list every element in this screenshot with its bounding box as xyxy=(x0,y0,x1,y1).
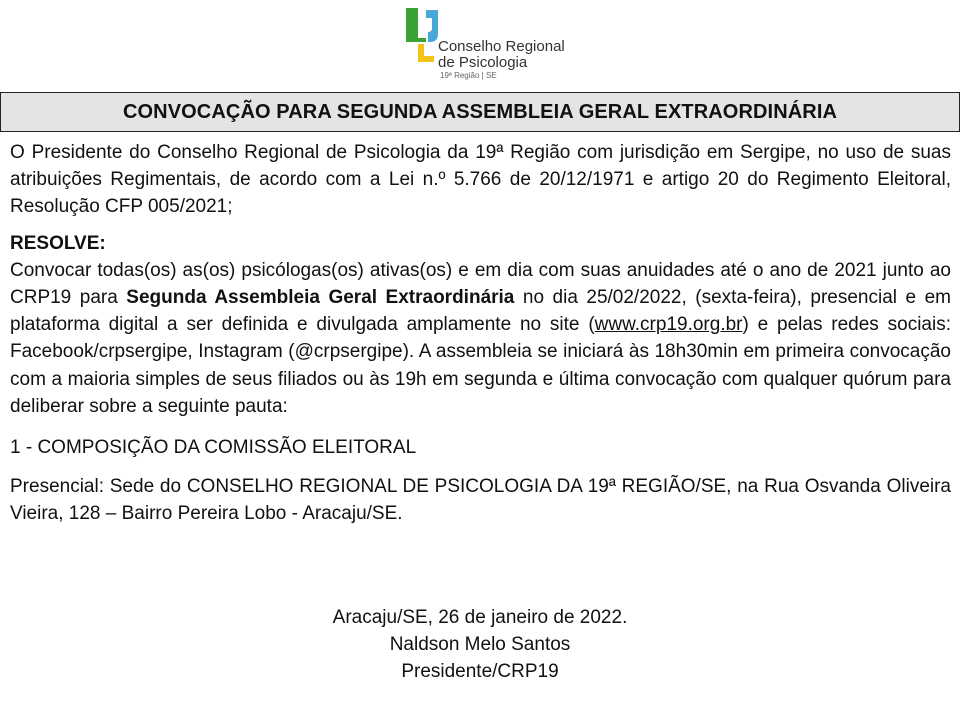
intro-paragraph: O Presidente do Conselho Regional de Psicologia da 19ª Região com jurisdição em Sergipe, no uso de suas atribuições Regimentais, de acordo com a Lei n.º 5.766 de 20/12/1971 e artigo 20 do Regimento Eleitoral, Resolução CFP 005/2021; xyxy=(10,142,951,218)
document-body xyxy=(10,139,951,528)
org-name-line1: Conselho Regional xyxy=(438,38,565,55)
presencial-paragraph: Presencial: Sede do CONSELHO REGIONAL DE PSICOLOGIA DA 19ª REGIÃO/SE, na Rua Osvanda Oliveira Vieira, 128 – Bairro Pereira Lobo - Aracaju/SE. xyxy=(10,476,951,525)
document-title: CONVOCAÇÃO PARA SEGUNDA ASSEMBLEIA GERAL EXTRAORDINÁRIA xyxy=(122,100,838,123)
agenda-item: 1 - COMPOSIÇÃO DA COMISSÃO ELEITORAL xyxy=(10,437,417,459)
resolve-text-c: ) e pelas redes sociais: Facebook/crpsergipe, Instagram (@crpsergipe). A assembleia se iniciará às 18h30min em primeira convocação com a maioria simples de seus filiados ou às 19h em segunda e última convocação com qualquer quórum para deliberar sobre a seguinte pauta: xyxy=(10,314,951,417)
signature-block xyxy=(0,604,960,685)
org-region: 19ª Região | SE xyxy=(440,71,497,80)
resolve-paragraph xyxy=(10,257,951,420)
signer-name: Naldson Melo Santos xyxy=(389,634,571,655)
title-banner xyxy=(0,92,960,132)
signer-role: Presidente/CRP19 xyxy=(401,661,559,682)
place-date: Aracaju/SE, 26 de janeiro de 2022. xyxy=(332,607,628,628)
org-name-line2: de Psicologia xyxy=(438,54,528,71)
resolve-text-b: no dia 25/02/2022, (sexta-feira), presencial e em plataforma digital a ser definida e divulgada amplamente no site ( xyxy=(10,287,951,336)
resolve-label: RESOLVE: xyxy=(10,232,106,254)
assembly-name: Segunda Assembleia Geral Extraordinária xyxy=(126,287,515,309)
resolve-heading xyxy=(10,230,951,257)
header-logo xyxy=(404,4,604,84)
resolve-text-a: Convocar todas(os) as(os) psicólogas(os) ativas(os) e em dia com suas anuidades até o ano de 2021 junto ao CRP19 para xyxy=(10,259,951,309)
website-link[interactable]: www.crp19.org.br xyxy=(594,314,743,336)
